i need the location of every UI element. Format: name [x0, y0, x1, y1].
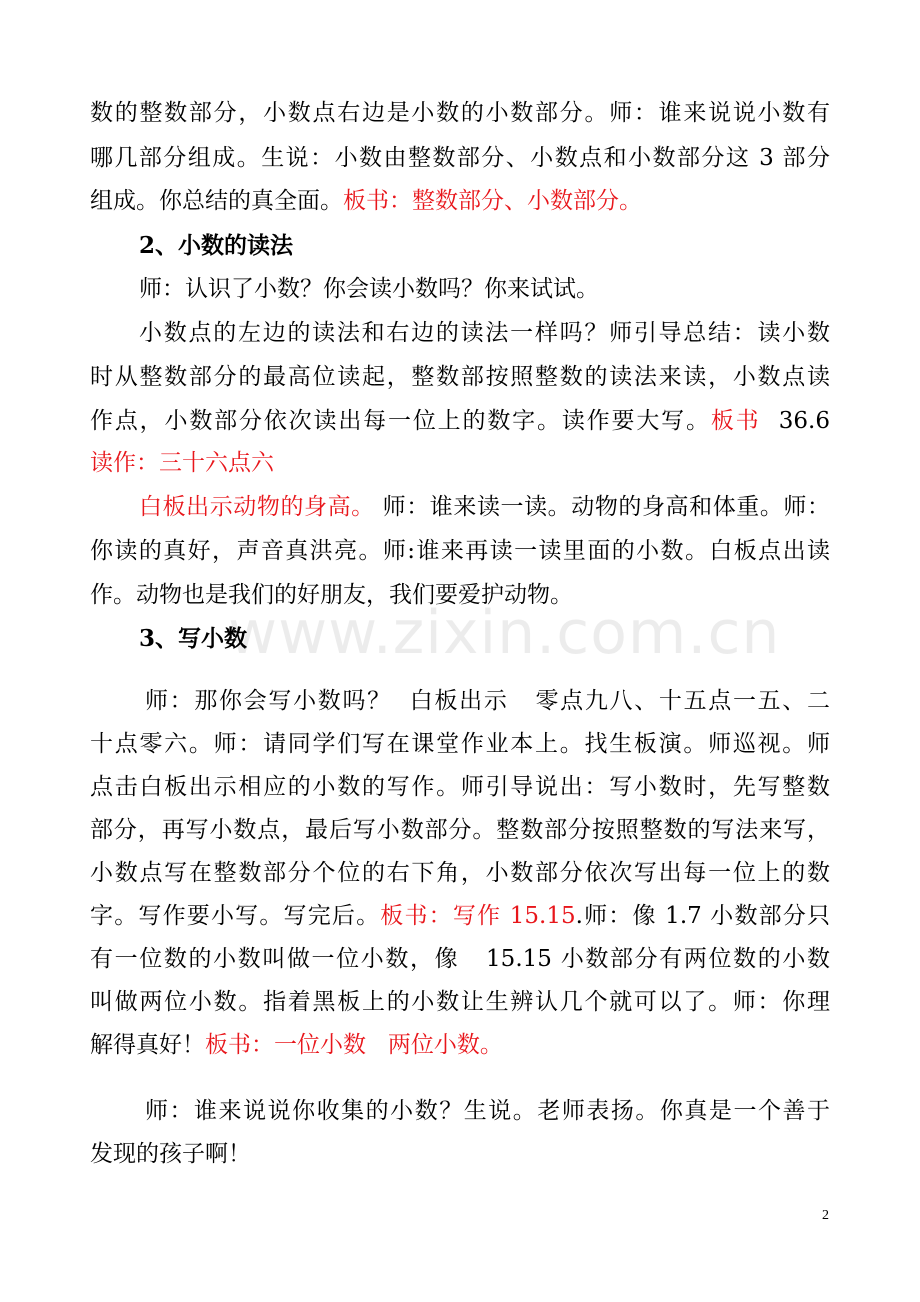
text-line [90, 772, 830, 802]
section-heading: 3、写小数 [139, 625, 248, 652]
text-line [90, 186, 830, 216]
text-segment: 师：谁来读一读。动物的身高和体重。师： [374, 494, 831, 520]
text-line [139, 274, 830, 304]
text-line [90, 580, 830, 610]
blackboard-note: 板书 [710, 408, 761, 434]
blackboard-note: 读作：三十六点六 [90, 450, 274, 476]
text-segment: 点击白板出示相应的小数的写作。师引导说出：写小数时，先写整数 [90, 774, 830, 800]
text-segment: .师：像 1.7 小数部分只 [575, 903, 831, 929]
text-line [139, 492, 830, 522]
text-line [90, 729, 830, 759]
text-segment: 部分，再写小数点，最后写小数部分。整数部分按照整数的写法来写， [90, 817, 830, 843]
text-line [90, 901, 830, 931]
text-segment: 36.6 [760, 408, 830, 434]
text-segment: 师：认识了小数？你会读小数吗？你来试试。 [139, 276, 599, 302]
blackboard-note: 板书：一位小数 两位小数。 [205, 1032, 503, 1058]
whiteboard-note: 白板出示动物的身高。 [139, 494, 375, 520]
text-line [90, 987, 830, 1017]
text-segment: 小数点写在整数部分个位的右下角，小数部分依次写出每一位上的数 [90, 860, 830, 886]
text-line [90, 815, 830, 845]
text-segment: 师：谁来说说你收集的小数？生说。老师表扬。你真是一个善于 [145, 1098, 830, 1124]
text-line [90, 362, 830, 392]
text-line [90, 143, 830, 173]
text-segment: 有一位数的小数叫做一位小数，像 15.15 小数部分有两位数的小数 [90, 946, 830, 972]
text-line [90, 1030, 830, 1060]
blackboard-note: 板书：写作 15.15 [380, 903, 576, 929]
watermark: www.zixin.com.cn [228, 598, 781, 668]
text-segment: 哪几部分组成。生说：小数由整数部分、小数点和小数部分这 3 部分 [90, 145, 830, 171]
blackboard-note: 板书：整数部分、小数部分。 [343, 188, 642, 214]
text-segment: 发现的孩子啊！ [90, 1141, 251, 1167]
text-segment: 字。写作要小写。写完后。 [90, 903, 381, 929]
section-heading: 2、小数的读法 [139, 232, 294, 259]
text-segment: 你读的真好，声音真洪亮。师:谁来再读一读里面的小数。白板点出读 [90, 538, 830, 564]
text-segment: 时从整数部分的最高位读起，整数部按照整数的读法来读，小数点读 [90, 364, 830, 390]
text-segment: 小数点的左边的读法和右边的读法一样吗？师引导总结：读小数 [139, 320, 830, 346]
text-line [90, 944, 830, 974]
text-segment: 解得真好！ [90, 1032, 205, 1058]
text-line [90, 858, 830, 888]
text-line [90, 406, 830, 436]
page-number: 2 [822, 1208, 829, 1223]
text-segment: 数的整数部分，小数点右边是小数的小数部分。师：谁来说说小数有 [90, 100, 830, 126]
text-segment: 师：那你会写小数吗？ 白板出示 零点九八、十五点一五、二 [145, 688, 830, 714]
text-line [90, 1139, 830, 1169]
text-line [90, 536, 830, 566]
text-segment: 作。动物也是我们的好朋友，我们要爱护动物。 [90, 582, 573, 608]
text-segment: 组成。你总结的真全面。 [90, 188, 343, 214]
text-line [139, 318, 830, 348]
text-line [145, 686, 830, 716]
text-line [145, 1096, 830, 1126]
text-line [90, 98, 830, 128]
text-segment: 叫做两位小数。指着黑板上的小数让生辨认几个就可以了。师：你理 [90, 989, 830, 1015]
text-segment: 十点零六。师：请同学们写在课堂作业本上。找生板演。师巡视。师 [90, 731, 830, 757]
text-segment: 作点，小数部分依次读出每一位上的数字。读作要大写。 [90, 408, 711, 434]
